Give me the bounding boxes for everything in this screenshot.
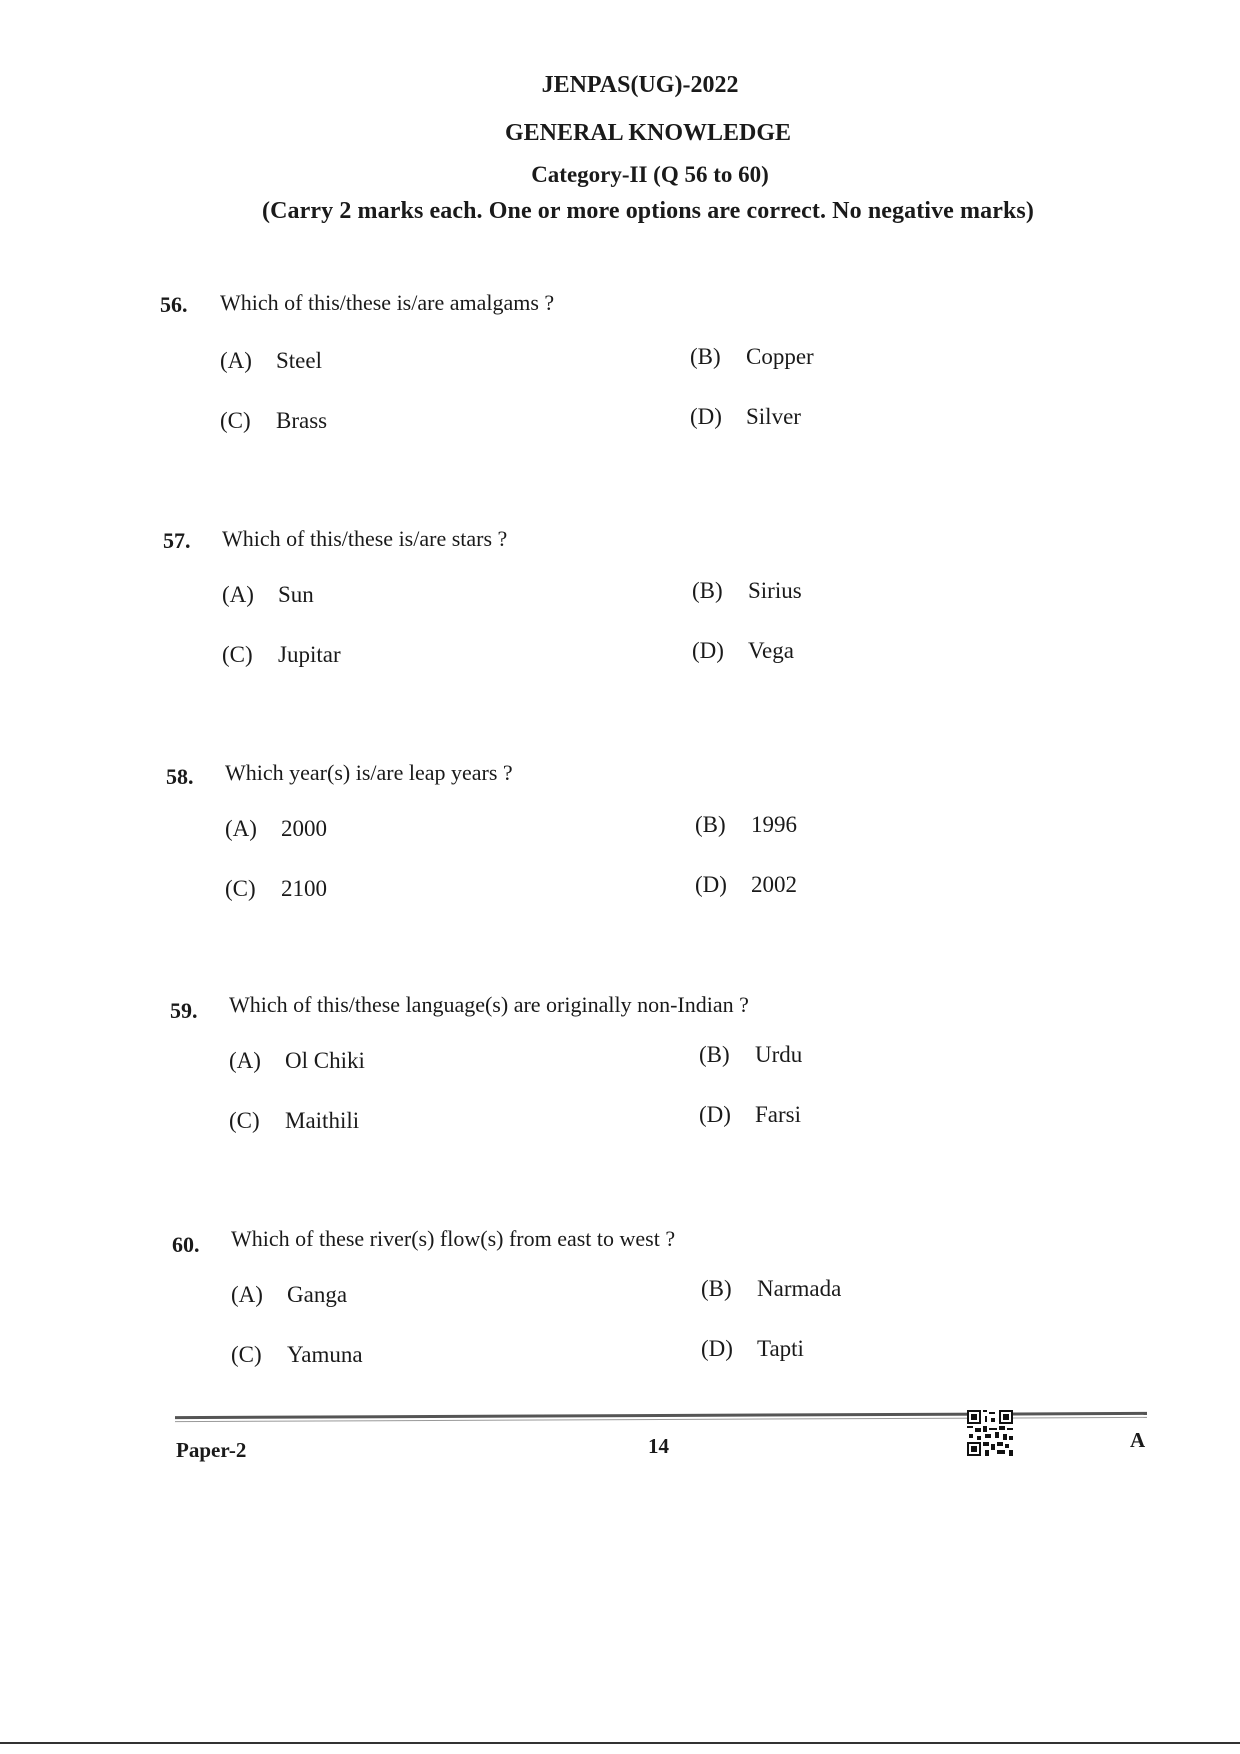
question-number: 58. bbox=[166, 764, 194, 789]
option-text: 2100 bbox=[281, 876, 327, 901]
marking-instructions: (Carry 2 marks each. One or more options are correct. No negative marks) bbox=[262, 198, 1034, 224]
option-a bbox=[222, 582, 314, 608]
option-label: (A) bbox=[220, 348, 252, 373]
option-label: (C) bbox=[229, 1108, 260, 1133]
option-d bbox=[695, 872, 797, 898]
question-text: Which year(s) is/are leap years ? bbox=[225, 760, 513, 785]
option-text: 2000 bbox=[281, 816, 327, 841]
option-label: (C) bbox=[220, 408, 251, 433]
question-60 bbox=[0, 1218, 1240, 1418]
option-c bbox=[229, 1108, 359, 1134]
option-text: Sun bbox=[278, 582, 314, 607]
option-d bbox=[699, 1102, 801, 1128]
question-number: 57. bbox=[163, 528, 191, 553]
option-label: (D) bbox=[690, 404, 722, 429]
option-b bbox=[699, 1042, 802, 1068]
option-c bbox=[220, 408, 327, 434]
question-text: Which of these river(s) flow(s) from east to west ? bbox=[231, 1226, 676, 1251]
option-text: 1996 bbox=[751, 812, 797, 837]
option-label: (D) bbox=[701, 1336, 733, 1361]
option-text: Sirius bbox=[748, 578, 802, 603]
set-code: A bbox=[1130, 1428, 1146, 1452]
question-number: 56. bbox=[160, 292, 188, 317]
option-label: (C) bbox=[225, 876, 256, 901]
option-text: Copper bbox=[746, 344, 814, 369]
option-text: Jupitar bbox=[278, 642, 341, 667]
option-a bbox=[225, 816, 327, 842]
option-text: Silver bbox=[746, 404, 801, 429]
option-label: (B) bbox=[695, 812, 726, 837]
option-d bbox=[690, 404, 801, 430]
question-number: 60. bbox=[172, 1232, 200, 1257]
subject-heading: GENERAL KNOWLEDGE bbox=[504, 120, 792, 146]
option-text: Narmada bbox=[757, 1276, 842, 1301]
option-label: (D) bbox=[699, 1102, 731, 1127]
option-text: Ganga bbox=[287, 1282, 348, 1307]
option-d bbox=[692, 638, 794, 664]
option-label: (C) bbox=[222, 642, 253, 667]
option-text: Maithili bbox=[285, 1108, 360, 1133]
option-text: Ol Chiki bbox=[285, 1048, 365, 1073]
option-label: (A) bbox=[229, 1048, 261, 1073]
option-text: Yamuna bbox=[287, 1342, 363, 1367]
option-label: (A) bbox=[225, 816, 257, 841]
option-text: Vega bbox=[748, 638, 794, 663]
option-text: Brass bbox=[276, 408, 328, 433]
question-text: Which of this/these is/are amalgams ? bbox=[220, 290, 555, 315]
option-a bbox=[229, 1048, 365, 1074]
option-label: (B) bbox=[699, 1042, 730, 1067]
qr-code-icon bbox=[967, 1410, 1013, 1456]
option-b bbox=[690, 344, 814, 370]
question-text: Which of this/these is/are stars ? bbox=[222, 526, 508, 551]
option-a bbox=[231, 1282, 347, 1308]
option-a bbox=[220, 348, 322, 374]
option-label: (D) bbox=[692, 638, 724, 663]
option-c bbox=[225, 876, 327, 902]
question-59 bbox=[0, 984, 1240, 1184]
exam-title: JENPAS(UG)-2022 bbox=[541, 72, 739, 98]
option-c bbox=[231, 1342, 363, 1368]
page-bottom-edge bbox=[0, 1742, 1240, 1744]
category-heading: Category-II (Q 56 to 60) bbox=[531, 162, 769, 187]
question-56 bbox=[0, 280, 1240, 480]
option-text: 2002 bbox=[751, 872, 797, 897]
option-label: (C) bbox=[231, 1342, 262, 1367]
option-d bbox=[701, 1336, 804, 1362]
option-label: (D) bbox=[695, 872, 727, 897]
option-text: Farsi bbox=[755, 1102, 801, 1127]
option-text: Tapti bbox=[757, 1336, 804, 1361]
question-number: 59. bbox=[170, 998, 198, 1023]
option-text: Urdu bbox=[755, 1042, 803, 1067]
option-c bbox=[222, 642, 341, 668]
option-text: Steel bbox=[276, 348, 322, 373]
option-label: (B) bbox=[692, 578, 723, 603]
option-label: (B) bbox=[701, 1276, 732, 1301]
option-label: (B) bbox=[690, 344, 721, 369]
question-57 bbox=[0, 516, 1240, 716]
page-number: 14 bbox=[648, 1434, 669, 1458]
option-label: (A) bbox=[231, 1282, 263, 1307]
question-58 bbox=[0, 750, 1240, 950]
paper-label: Paper-2 bbox=[176, 1438, 247, 1462]
option-b bbox=[701, 1276, 841, 1302]
option-label: (A) bbox=[222, 582, 254, 607]
question-text: Which of this/these language(s) are originally non-Indian ? bbox=[229, 992, 749, 1017]
option-b bbox=[692, 578, 802, 604]
option-b bbox=[695, 812, 797, 838]
